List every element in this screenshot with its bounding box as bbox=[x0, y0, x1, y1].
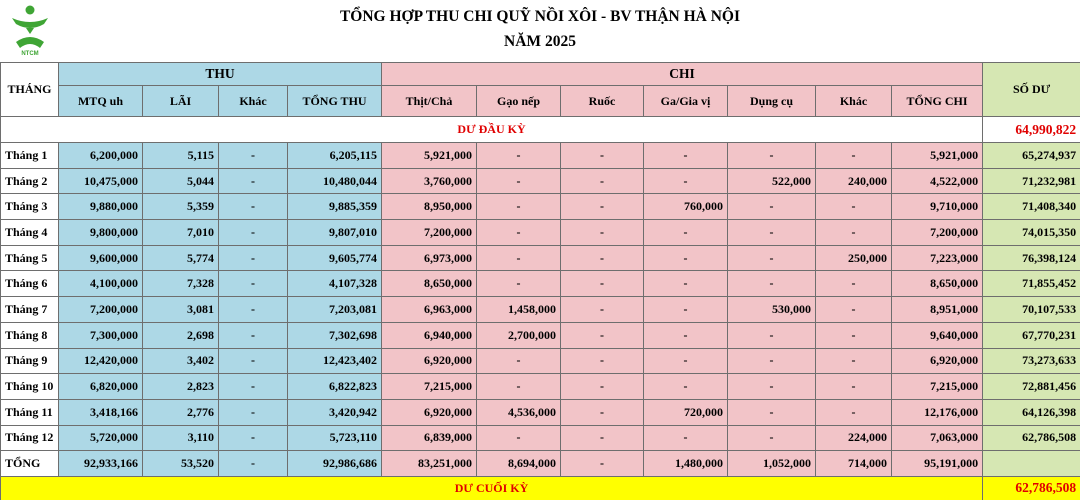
gao-nep-cell: - bbox=[477, 168, 561, 194]
opening-balance-row bbox=[1, 117, 1080, 143]
table-row bbox=[1, 271, 1080, 297]
ruoc-cell: - bbox=[561, 425, 644, 451]
tong-thu-cell: 10,480,044 bbox=[288, 168, 382, 194]
so-du-cell: 76,398,124 bbox=[983, 245, 1080, 271]
khac-chi-cell: - bbox=[816, 322, 892, 348]
khac-thu-cell: - bbox=[219, 271, 288, 297]
thit-cha-cell: 5,921,000 bbox=[382, 143, 477, 169]
tong-thu-cell: 7,302,698 bbox=[288, 322, 382, 348]
ga-gia-vi-cell: - bbox=[644, 425, 728, 451]
so-du-cell: 62,786,508 bbox=[983, 425, 1080, 451]
header-thu: THU bbox=[59, 63, 382, 86]
thit-cha-cell: 6,920,000 bbox=[382, 399, 477, 425]
dung-cu-cell: - bbox=[728, 425, 816, 451]
tong-chi-cell: 8,951,000 bbox=[892, 297, 983, 323]
month-cell: Tháng 8 bbox=[1, 322, 59, 348]
khac-thu-cell: - bbox=[219, 297, 288, 323]
dung-cu-cell: 1,052,000 bbox=[728, 451, 816, 477]
tong-thu-cell: 12,423,402 bbox=[288, 348, 382, 374]
ruoc-cell: - bbox=[561, 322, 644, 348]
table-row bbox=[1, 322, 1080, 348]
gao-nep-cell: - bbox=[477, 143, 561, 169]
dung-cu-cell: - bbox=[728, 220, 816, 246]
khac-thu-cell: - bbox=[219, 425, 288, 451]
ruoc-cell: - bbox=[561, 348, 644, 374]
header-ruoc: Ruốc bbox=[561, 86, 644, 117]
header-lai: LÃI bbox=[143, 86, 219, 117]
month-cell: TỔNG bbox=[1, 451, 59, 477]
table-row bbox=[1, 245, 1080, 271]
dung-cu-cell: - bbox=[728, 194, 816, 220]
closing-balance-row bbox=[1, 476, 1080, 500]
khac-chi-cell: - bbox=[816, 271, 892, 297]
ruoc-cell: - bbox=[561, 451, 644, 477]
header-gao-nep: Gạo nếp bbox=[477, 86, 561, 117]
dung-cu-cell: - bbox=[728, 143, 816, 169]
khac-thu-cell: - bbox=[219, 374, 288, 400]
tong-thu-cell: 9,885,359 bbox=[288, 194, 382, 220]
khac-chi-cell: - bbox=[816, 399, 892, 425]
ruoc-cell: - bbox=[561, 143, 644, 169]
so-du-cell: 70,107,533 bbox=[983, 297, 1080, 323]
dung-cu-cell: - bbox=[728, 374, 816, 400]
month-cell: Tháng 11 bbox=[1, 399, 59, 425]
mtq-cell: 92,933,166 bbox=[59, 451, 143, 477]
tong-chi-cell: 9,640,000 bbox=[892, 322, 983, 348]
dung-cu-cell: - bbox=[728, 322, 816, 348]
tong-thu-cell: 6,822,823 bbox=[288, 374, 382, 400]
dung-cu-cell: 522,000 bbox=[728, 168, 816, 194]
thit-cha-cell: 6,920,000 bbox=[382, 348, 477, 374]
header-chi: CHI bbox=[382, 63, 983, 86]
mtq-cell: 9,800,000 bbox=[59, 220, 143, 246]
dung-cu-cell: - bbox=[728, 271, 816, 297]
ruoc-cell: - bbox=[561, 399, 644, 425]
ga-gia-vi-cell: - bbox=[644, 168, 728, 194]
opening-balance-label: DƯ ĐẦU KỲ bbox=[1, 117, 983, 143]
header-thit-cha: Thịt/Chả bbox=[382, 86, 477, 117]
khac-thu-cell: - bbox=[219, 322, 288, 348]
ga-gia-vi-cell: 760,000 bbox=[644, 194, 728, 220]
gao-nep-cell: - bbox=[477, 194, 561, 220]
thit-cha-cell: 6,973,000 bbox=[382, 245, 477, 271]
table-row bbox=[1, 399, 1080, 425]
tong-chi-cell: 7,215,000 bbox=[892, 374, 983, 400]
tong-chi-cell: 7,223,000 bbox=[892, 245, 983, 271]
mtq-cell: 12,420,000 bbox=[59, 348, 143, 374]
khac-thu-cell: - bbox=[219, 220, 288, 246]
lai-cell: 3,081 bbox=[143, 297, 219, 323]
ga-gia-vi-cell: - bbox=[644, 322, 728, 348]
table-row bbox=[1, 297, 1080, 323]
table-row bbox=[1, 220, 1080, 246]
khac-thu-cell: - bbox=[219, 143, 288, 169]
tong-chi-cell: 12,176,000 bbox=[892, 399, 983, 425]
mtq-cell: 7,200,000 bbox=[59, 297, 143, 323]
khac-thu-cell: - bbox=[219, 168, 288, 194]
khac-chi-cell: - bbox=[816, 297, 892, 323]
tong-chi-cell: 6,920,000 bbox=[892, 348, 983, 374]
lai-cell: 53,520 bbox=[143, 451, 219, 477]
dung-cu-cell: 530,000 bbox=[728, 297, 816, 323]
ruoc-cell: - bbox=[561, 297, 644, 323]
khac-chi-cell: 250,000 bbox=[816, 245, 892, 271]
mtq-cell: 10,475,000 bbox=[59, 168, 143, 194]
khac-chi-cell: - bbox=[816, 374, 892, 400]
mtq-cell: 9,880,000 bbox=[59, 194, 143, 220]
gao-nep-cell: - bbox=[477, 271, 561, 297]
lai-cell: 5,774 bbox=[143, 245, 219, 271]
month-cell: Tháng 6 bbox=[1, 271, 59, 297]
khac-thu-cell: - bbox=[219, 245, 288, 271]
month-cell: Tháng 9 bbox=[1, 348, 59, 374]
ruoc-cell: - bbox=[561, 168, 644, 194]
dung-cu-cell: - bbox=[728, 348, 816, 374]
mtq-cell: 4,100,000 bbox=[59, 271, 143, 297]
month-cell: Tháng 2 bbox=[1, 168, 59, 194]
tong-chi-cell: 95,191,000 bbox=[892, 451, 983, 477]
gao-nep-cell: - bbox=[477, 220, 561, 246]
so-du-cell: 71,855,452 bbox=[983, 271, 1080, 297]
ga-gia-vi-cell: - bbox=[644, 348, 728, 374]
report-header bbox=[0, 0, 1080, 62]
so-du-cell: 67,770,231 bbox=[983, 322, 1080, 348]
thit-cha-cell: 3,760,000 bbox=[382, 168, 477, 194]
khac-chi-cell: - bbox=[816, 194, 892, 220]
table-row bbox=[1, 374, 1080, 400]
lai-cell: 7,328 bbox=[143, 271, 219, 297]
khac-chi-cell: 714,000 bbox=[816, 451, 892, 477]
ruoc-cell: - bbox=[561, 271, 644, 297]
thit-cha-cell: 7,215,000 bbox=[382, 374, 477, 400]
report-title: TỔNG HỢP THU CHI QUỸ NỒI XÔI - BV THẬN HÀ NỘI bbox=[339, 8, 741, 25]
header-khac-thu: Khác bbox=[219, 86, 288, 117]
gao-nep-cell: - bbox=[477, 425, 561, 451]
dung-cu-cell: - bbox=[728, 245, 816, 271]
gao-nep-cell: 8,694,000 bbox=[477, 451, 561, 477]
thit-cha-cell: 6,963,000 bbox=[382, 297, 477, 323]
ga-gia-vi-cell: - bbox=[644, 220, 728, 246]
lai-cell: 5,044 bbox=[143, 168, 219, 194]
month-cell: Tháng 3 bbox=[1, 194, 59, 220]
khac-chi-cell: - bbox=[816, 220, 892, 246]
table-row bbox=[1, 425, 1080, 451]
ga-gia-vi-cell: - bbox=[644, 297, 728, 323]
lai-cell: 5,359 bbox=[143, 194, 219, 220]
total-row bbox=[1, 451, 1080, 477]
table-row bbox=[1, 194, 1080, 220]
ga-gia-vi-cell: 1,480,000 bbox=[644, 451, 728, 477]
lai-cell: 2,698 bbox=[143, 322, 219, 348]
ruoc-cell: - bbox=[561, 194, 644, 220]
closing-balance-value: 62,786,508 bbox=[983, 476, 1080, 500]
so-du-cell: 71,232,981 bbox=[983, 168, 1080, 194]
so-du-cell: 64,126,398 bbox=[983, 399, 1080, 425]
ga-gia-vi-cell: - bbox=[644, 374, 728, 400]
mtq-cell: 6,200,000 bbox=[59, 143, 143, 169]
month-cell: Tháng 12 bbox=[1, 425, 59, 451]
lai-cell: 2,776 bbox=[143, 399, 219, 425]
tong-thu-cell: 6,205,115 bbox=[288, 143, 382, 169]
so-du-cell: 71,408,340 bbox=[983, 194, 1080, 220]
lai-cell: 3,402 bbox=[143, 348, 219, 374]
mtq-cell: 7,300,000 bbox=[59, 322, 143, 348]
thit-cha-cell: 8,650,000 bbox=[382, 271, 477, 297]
lai-cell: 2,823 bbox=[143, 374, 219, 400]
khac-thu-cell: - bbox=[219, 194, 288, 220]
lai-cell: 3,110 bbox=[143, 425, 219, 451]
tong-thu-cell: 3,420,942 bbox=[288, 399, 382, 425]
so-du-cell: 74,015,350 bbox=[983, 220, 1080, 246]
khac-thu-cell: - bbox=[219, 348, 288, 374]
header-row-columns bbox=[1, 86, 1080, 117]
mtq-cell: 6,820,000 bbox=[59, 374, 143, 400]
gao-nep-cell: 1,458,000 bbox=[477, 297, 561, 323]
khac-thu-cell: - bbox=[219, 399, 288, 425]
tong-chi-cell: 9,710,000 bbox=[892, 194, 983, 220]
so-du-cell: 73,273,633 bbox=[983, 348, 1080, 374]
so-du-cell: 65,274,937 bbox=[983, 143, 1080, 169]
month-cell: Tháng 5 bbox=[1, 245, 59, 271]
month-cell: Tháng 10 bbox=[1, 374, 59, 400]
tong-chi-cell: 4,522,000 bbox=[892, 168, 983, 194]
header-tong-chi: TỔNG CHI bbox=[892, 86, 983, 117]
table-row bbox=[1, 348, 1080, 374]
finance-table bbox=[0, 62, 1080, 500]
ruoc-cell: - bbox=[561, 220, 644, 246]
mtq-cell: 3,418,166 bbox=[59, 399, 143, 425]
tong-thu-cell: 9,605,774 bbox=[288, 245, 382, 271]
header-tong-thu: TỔNG THU bbox=[288, 86, 382, 117]
thit-cha-cell: 8,950,000 bbox=[382, 194, 477, 220]
tong-thu-cell: 4,107,328 bbox=[288, 271, 382, 297]
gao-nep-cell: - bbox=[477, 374, 561, 400]
header-mtq: MTQ uh bbox=[59, 86, 143, 117]
ga-gia-vi-cell: - bbox=[644, 245, 728, 271]
tong-chi-cell: 7,063,000 bbox=[892, 425, 983, 451]
khac-chi-cell: - bbox=[816, 348, 892, 374]
month-cell: Tháng 4 bbox=[1, 220, 59, 246]
table-row bbox=[1, 168, 1080, 194]
logo-text: NTCM bbox=[21, 51, 39, 56]
gao-nep-cell: - bbox=[477, 245, 561, 271]
khac-chi-cell: 240,000 bbox=[816, 168, 892, 194]
thit-cha-cell: 83,251,000 bbox=[382, 451, 477, 477]
ga-gia-vi-cell: 720,000 bbox=[644, 399, 728, 425]
tong-chi-cell: 7,200,000 bbox=[892, 220, 983, 246]
gao-nep-cell: 4,536,000 bbox=[477, 399, 561, 425]
thit-cha-cell: 6,940,000 bbox=[382, 322, 477, 348]
khac-chi-cell: 224,000 bbox=[816, 425, 892, 451]
header-khac-chi: Khác bbox=[816, 86, 892, 117]
ruoc-cell: - bbox=[561, 374, 644, 400]
tong-chi-cell: 8,650,000 bbox=[892, 271, 983, 297]
tong-thu-cell: 92,986,686 bbox=[288, 451, 382, 477]
gao-nep-cell: - bbox=[477, 348, 561, 374]
so-du-cell bbox=[983, 451, 1080, 477]
header-so-du: SỐ DƯ bbox=[983, 63, 1080, 117]
ga-gia-vi-cell: - bbox=[644, 143, 728, 169]
table-row bbox=[1, 143, 1080, 169]
thit-cha-cell: 6,839,000 bbox=[382, 425, 477, 451]
ruoc-cell: - bbox=[561, 245, 644, 271]
lai-cell: 5,115 bbox=[143, 143, 219, 169]
closing-balance-label: DƯ CUỐI KỲ bbox=[1, 476, 983, 500]
so-du-cell: 72,881,456 bbox=[983, 374, 1080, 400]
khac-chi-cell: - bbox=[816, 143, 892, 169]
mtq-cell: 9,600,000 bbox=[59, 245, 143, 271]
tong-thu-cell: 5,723,110 bbox=[288, 425, 382, 451]
header-ga-gia-vi: Ga/Gia vị bbox=[644, 86, 728, 117]
header-row-groups bbox=[1, 63, 1080, 86]
month-cell: Tháng 7 bbox=[1, 297, 59, 323]
khac-thu-cell: - bbox=[219, 451, 288, 477]
tong-thu-cell: 7,203,081 bbox=[288, 297, 382, 323]
thit-cha-cell: 7,200,000 bbox=[382, 220, 477, 246]
opening-balance-value: 64,990,822 bbox=[983, 117, 1080, 143]
header-dung-cu: Dụng cụ bbox=[728, 86, 816, 117]
header-thang: THÁNG bbox=[1, 63, 59, 117]
tong-chi-cell: 5,921,000 bbox=[892, 143, 983, 169]
dung-cu-cell: - bbox=[728, 399, 816, 425]
lai-cell: 7,010 bbox=[143, 220, 219, 246]
mtq-cell: 5,720,000 bbox=[59, 425, 143, 451]
gao-nep-cell: 2,700,000 bbox=[477, 322, 561, 348]
tong-thu-cell: 9,807,010 bbox=[288, 220, 382, 246]
month-cell: Tháng 1 bbox=[1, 143, 59, 169]
ga-gia-vi-cell: - bbox=[644, 271, 728, 297]
report-year: NĂM 2025 bbox=[504, 33, 576, 50]
